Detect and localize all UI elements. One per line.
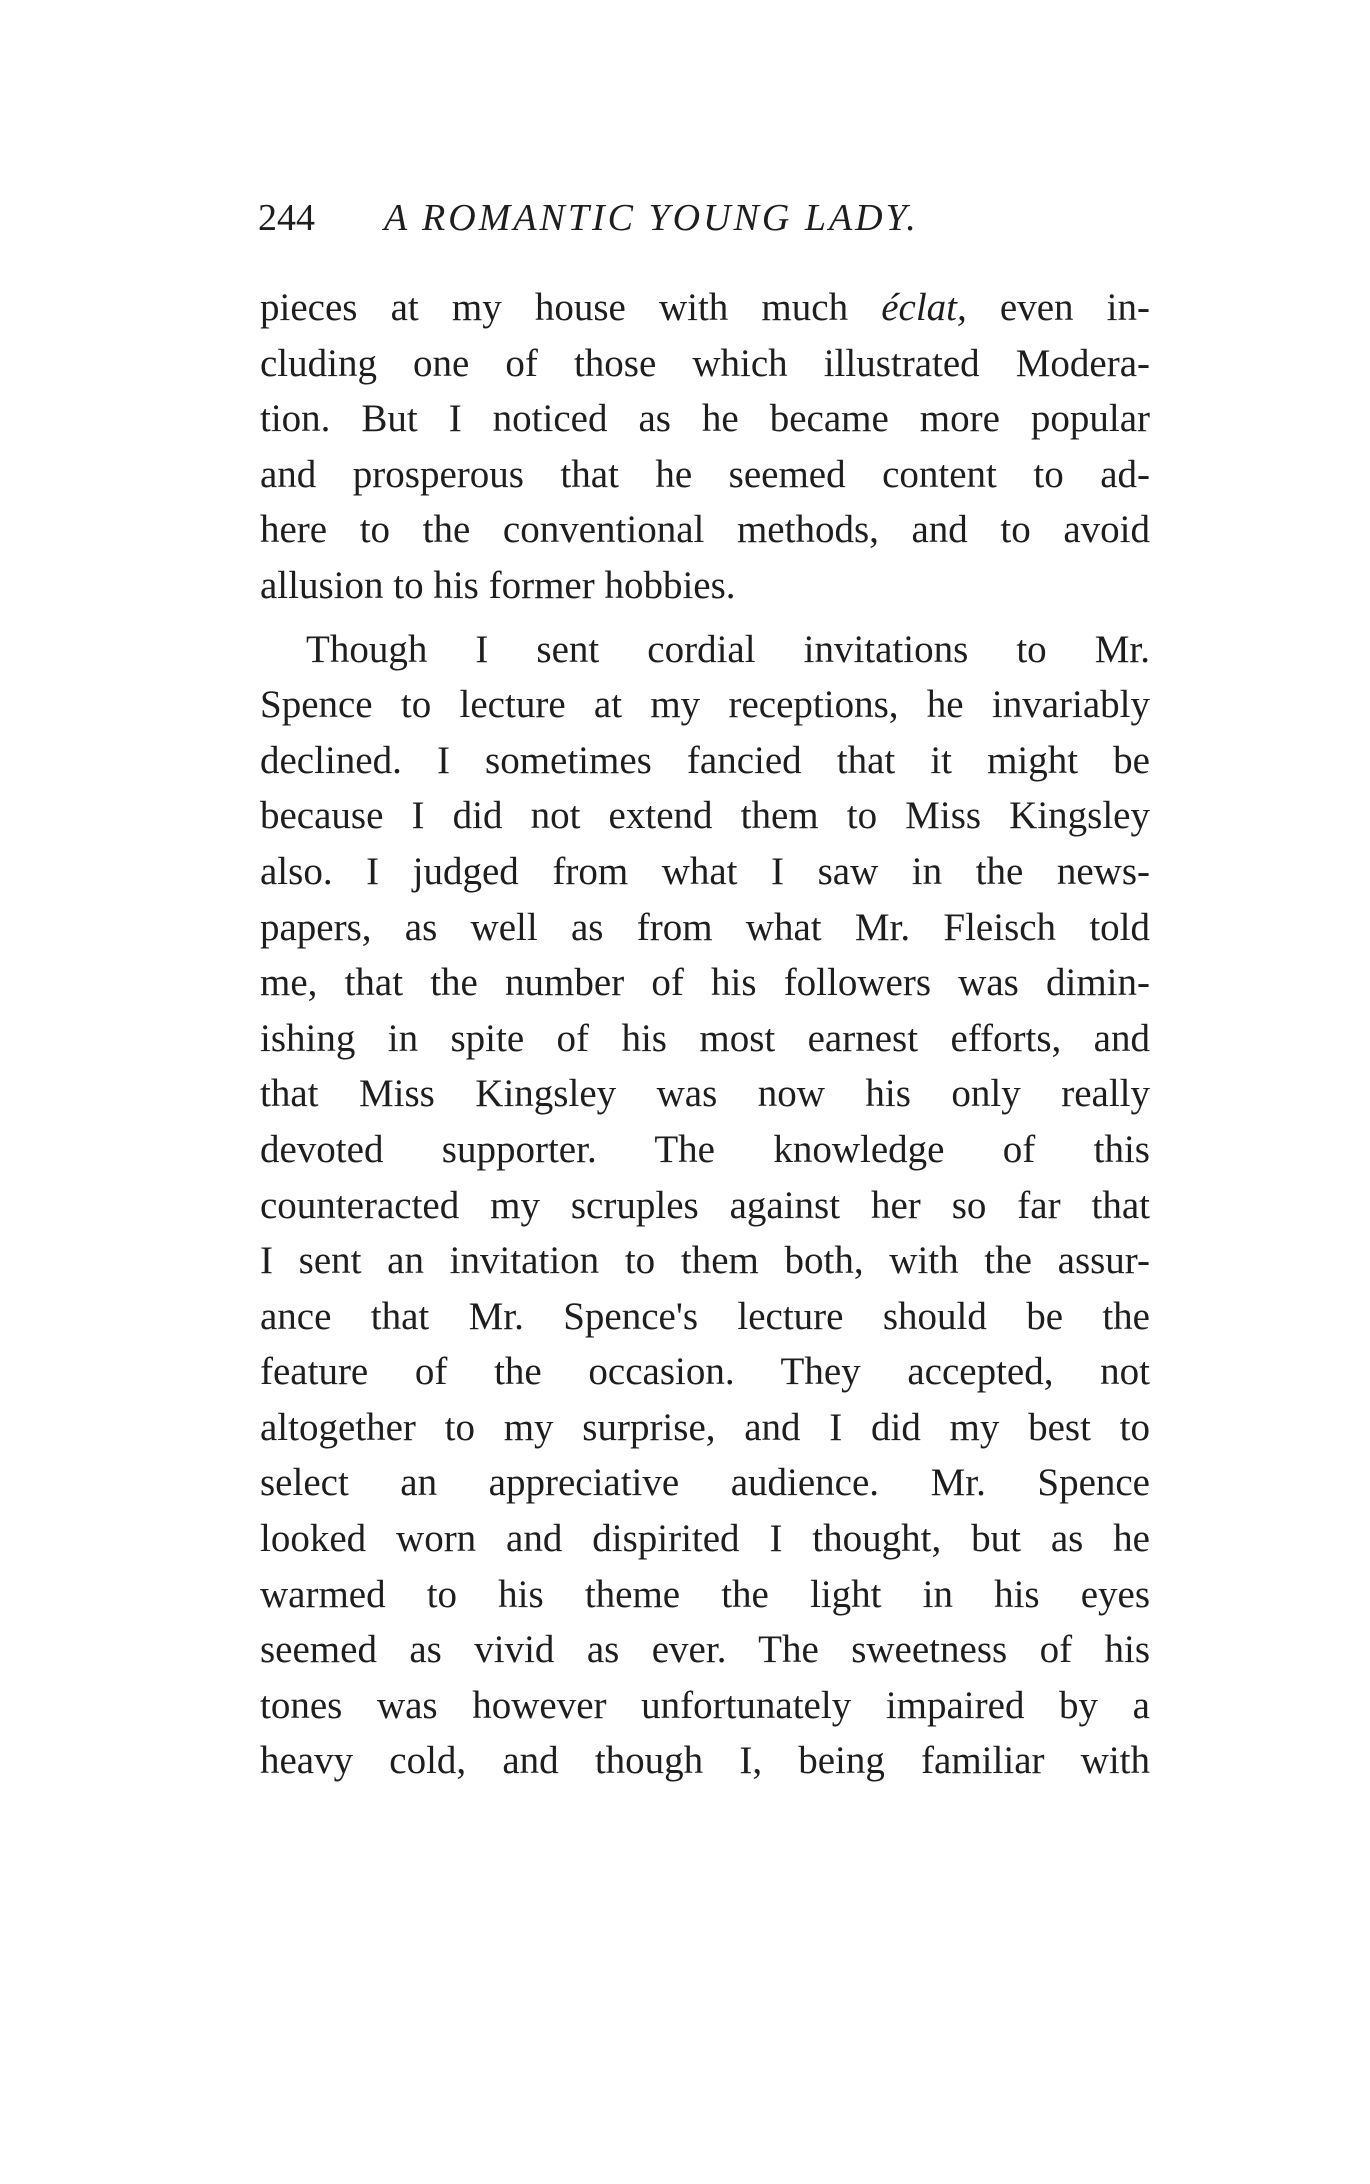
text-line: me, that the number of his followers was dimin- (260, 961, 1150, 1005)
text-line: Spence to lecture at my receptions, he invariably (260, 683, 1150, 727)
text-line: and prosperous that he seemed content to ad- (260, 452, 1150, 496)
text-line: warmed to his theme the light in his eyes (260, 1572, 1150, 1616)
text-segment: even in- (966, 286, 1150, 329)
paragraph-gap (260, 614, 1150, 622)
running-title: A ROMANTIC YOUNG LADY. (384, 197, 919, 239)
text-line: because I did not extend them to Miss Kingsley (260, 794, 1150, 838)
text-line: here to the conventional methods, and to avoid (260, 508, 1150, 552)
text-line (260, 280, 1150, 336)
text-line: tion. But I noticed as he became more popular (260, 397, 1150, 441)
text-line: feature of the occasion. They accepted, not (260, 1350, 1150, 1394)
text-line: select an appreciative audience. Mr. Spence (260, 1461, 1150, 1505)
text-line: counteracted my scruples against her so far that (260, 1183, 1150, 1227)
text-line: looked worn and dispirited I thought, but as he (260, 1517, 1150, 1561)
text-segment: pieces at my house with much (260, 286, 882, 329)
page-header (258, 188, 1158, 248)
text-line: I sent an invitation to them both, with the assur- (260, 1239, 1150, 1283)
text-line: ance that Mr. Spence's lecture should be the (260, 1294, 1150, 1338)
body-text (260, 280, 1150, 1789)
text-line: devoted supporter. The knowledge of this (260, 1127, 1150, 1171)
text-line: altogether to my surprise, and I did my best to (260, 1405, 1150, 1449)
text-line: tones was however unfortunately impaired by a (260, 1683, 1150, 1727)
text-line: that Miss Kingsley was now his only really (260, 1072, 1150, 1116)
text-line: declined. I sometimes fancied that it might be (260, 738, 1150, 782)
italic-word: éclat, (881, 286, 967, 329)
page-number: 244 (258, 197, 315, 239)
text-line: cluding one of those which illustrated Modera- (260, 341, 1150, 385)
text-line: ishing in spite of his most earnest efforts, and (260, 1016, 1150, 1060)
text-line: heavy cold, and though I, being familiar with (260, 1739, 1150, 1783)
text-line: seemed as vivid as ever. The sweetness of his (260, 1628, 1150, 1672)
text-line: allusion to his former hobbies. (260, 563, 736, 607)
text-line: papers, as well as from what Mr. Fleisch told (260, 905, 1150, 949)
text-line: Though I sent cordial invitations to Mr. (306, 627, 1150, 671)
text-line: also. I judged from what I saw in the news- (260, 849, 1150, 893)
